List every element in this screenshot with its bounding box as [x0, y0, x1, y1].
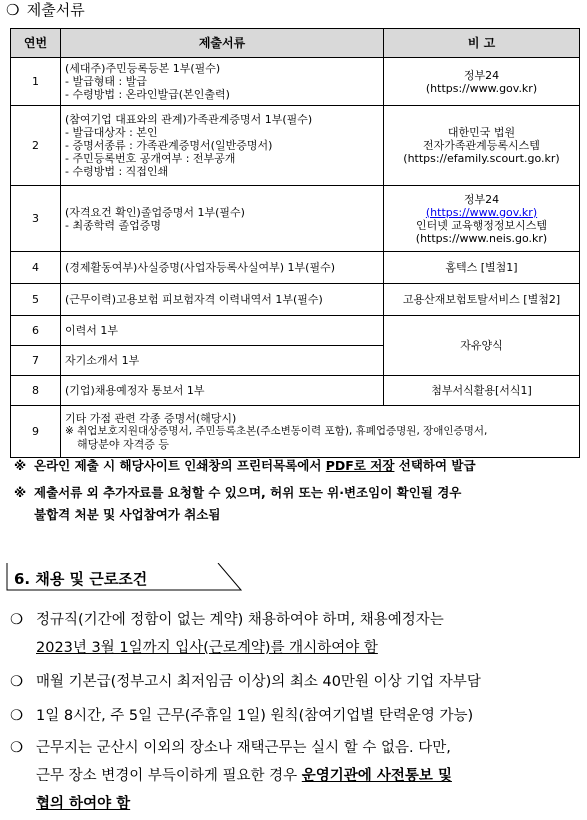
section6-header: [6, 563, 242, 591]
table-row: [11, 406, 580, 458]
bullet-icon: ❍: [10, 674, 23, 690]
document-line: 자기소개서 1부: [65, 354, 140, 367]
document-line: - 주민등록번호 공개여부 : 전부공개: [65, 152, 236, 165]
document-cell: [61, 186, 384, 252]
table-row: [11, 284, 580, 316]
condition-emphasis: 운영기관에 사전통보 및: [301, 768, 452, 784]
note-underline: PDF로 저장: [325, 458, 395, 473]
document-line: (기업)채용예정자 통보서 1부: [65, 384, 205, 397]
note-mark: ※: [14, 485, 27, 500]
note-text: 불합격 처분 및 사업참여가 취소됨: [34, 507, 221, 522]
section-heading: [6, 0, 85, 20]
header-doc: 제출서류: [61, 29, 384, 58]
document-cell: [61, 106, 384, 186]
section6-title: 6. 채용 및 근로조건: [14, 570, 148, 588]
document-line: ※ 취업보호지원대상증명서, 주민등록초본(주소변동이력 포함), 휴폐업증명원, 장애인증명서,: [65, 425, 488, 437]
remark-cell: 자유양식: [384, 316, 580, 376]
note-mark: ※: [14, 458, 27, 473]
row-number: 5: [11, 284, 61, 316]
remark-line: 대한민국 법원: [447, 126, 516, 139]
remark-line: 전자가족관계등록시스템: [423, 139, 540, 152]
bullet-icon: ❍: [6, 1, 20, 19]
row-number: 3: [11, 186, 61, 252]
row-number: 8: [11, 376, 61, 406]
remark-line: (https://www.gov.kr): [425, 81, 538, 95]
remark-cell: [384, 106, 580, 186]
remark-cell: 홈텍스 [별첨1]: [384, 252, 580, 284]
document-line: - 최종학력 졸업증명: [65, 218, 161, 232]
document-cell: [61, 252, 384, 284]
document-line: (세대주)주민등록등본 1부(필수): [65, 62, 221, 75]
condition-item: [10, 702, 582, 730]
table-row: [11, 186, 580, 252]
remark-line: 정부24: [463, 192, 500, 206]
bullet-icon: ❍: [10, 612, 23, 628]
document-cell: [61, 406, 580, 458]
section-title: 제출서류: [26, 1, 85, 19]
bullet-icon: ❍: [10, 740, 23, 756]
document-cell: [61, 346, 384, 376]
note-additional: [14, 482, 462, 526]
documents-table: [10, 28, 580, 458]
document-line: - 수령방법 : 온라인발급(본인출력): [65, 88, 230, 101]
document-line: (근무이력)고용보험 피보험자격 이력내역서 1부(필수): [65, 293, 323, 306]
condition-item: [10, 606, 582, 662]
note-pdf: [14, 455, 476, 477]
note-text: 온라인 제출 시 해당사이트 인쇄창의 프린터목록에서: [34, 458, 326, 473]
table-row: [11, 316, 580, 346]
condition-text: 2023년 3월 1일까지 입사(근로계약)를 개시하여야 함: [36, 640, 378, 656]
condition-item: [10, 668, 582, 696]
document-line: 이력서 1부: [65, 324, 118, 337]
note-text: 선택하여 발급: [394, 458, 476, 473]
remark-cell: [384, 58, 580, 106]
document-line: 기타 가점 관련 각종 증명서(해당시): [65, 412, 237, 425]
row-number: 9: [11, 406, 61, 458]
condition-emphasis: 협의 하여야 함: [36, 796, 131, 812]
note-text: 제출서류 외 추가자료를 요청할 수 있으며, 허위 또는 위·변조임이 확인될 경우: [34, 485, 462, 500]
condition-text: 매월 기본급(정부고시 최저임금 이상)의 최소 40만원 이상 기업 자부담: [36, 674, 481, 690]
document-cell: [61, 284, 384, 316]
table-row: [11, 58, 580, 106]
bullet-icon: ❍: [10, 708, 23, 724]
row-number: 7: [11, 346, 61, 376]
document-line: 해당분야 자격증 등: [77, 438, 170, 451]
table-row: [11, 376, 580, 406]
document-cell: [61, 58, 384, 106]
remark-line: (https://www.neis.go.kr): [415, 231, 548, 245]
remark-cell: 고용산재보험토탈서비스 [별첨2]: [384, 284, 580, 316]
condition-text: 1일 8시간, 주 5일 근무(주휴일 1일) 원칙(참여기업별 탄력운영 가능): [36, 708, 474, 724]
table-row: [11, 252, 580, 284]
header-no: 연번: [11, 29, 61, 58]
document-line: (참여기업 대표와의 관계)가족관계증명서 1부(필수): [65, 113, 313, 126]
document-line: - 발급형태 : 발급: [65, 75, 147, 88]
document-line: - 수령방법 : 직접인쇄: [65, 165, 169, 178]
condition-text: 정규직(기간에 정함이 없는 계약) 채용하여야 하며, 채용예정자는: [36, 612, 444, 628]
condition-text: 근무 장소 변경이 부득이하게 필요한 경우: [36, 768, 302, 784]
table-header-row: [11, 29, 580, 58]
table-row: [11, 106, 580, 186]
header-remark: 비 고: [384, 29, 580, 58]
remark-line: 인터넷 교육행정정보시스템: [415, 218, 547, 232]
remark-line: (https://efamily.scourt.go.kr): [403, 152, 560, 165]
document-line: - 발급대상자 : 본인: [65, 126, 158, 139]
document-line: (경제활동여부)사실증명(사업자등록사실여부) 1부(필수): [65, 261, 336, 274]
condition-item: [10, 734, 582, 818]
condition-text: 근무지는 군산시 이외의 장소나 재택근무는 실시 할 수 없음. 다만,: [36, 740, 451, 756]
gov-link[interactable]: (https://www.gov.kr): [425, 205, 538, 219]
document-cell: [61, 316, 384, 346]
document-line: (자격요건 확인)졸업증명서 1부(필수): [65, 205, 245, 219]
condition-line: [36, 762, 582, 790]
row-number: 4: [11, 252, 61, 284]
remark-line: 정부24: [463, 68, 500, 82]
remark-cell: 첨부서식활용[서식1]: [384, 376, 580, 406]
document-cell: [61, 376, 384, 406]
row-number: 6: [11, 316, 61, 346]
remark-cell: [384, 186, 580, 252]
row-number: 2: [11, 106, 61, 186]
document-line: - 증명서종류 : 가족관계증명서(일반증명서): [65, 139, 273, 152]
row-number: 1: [11, 58, 61, 106]
